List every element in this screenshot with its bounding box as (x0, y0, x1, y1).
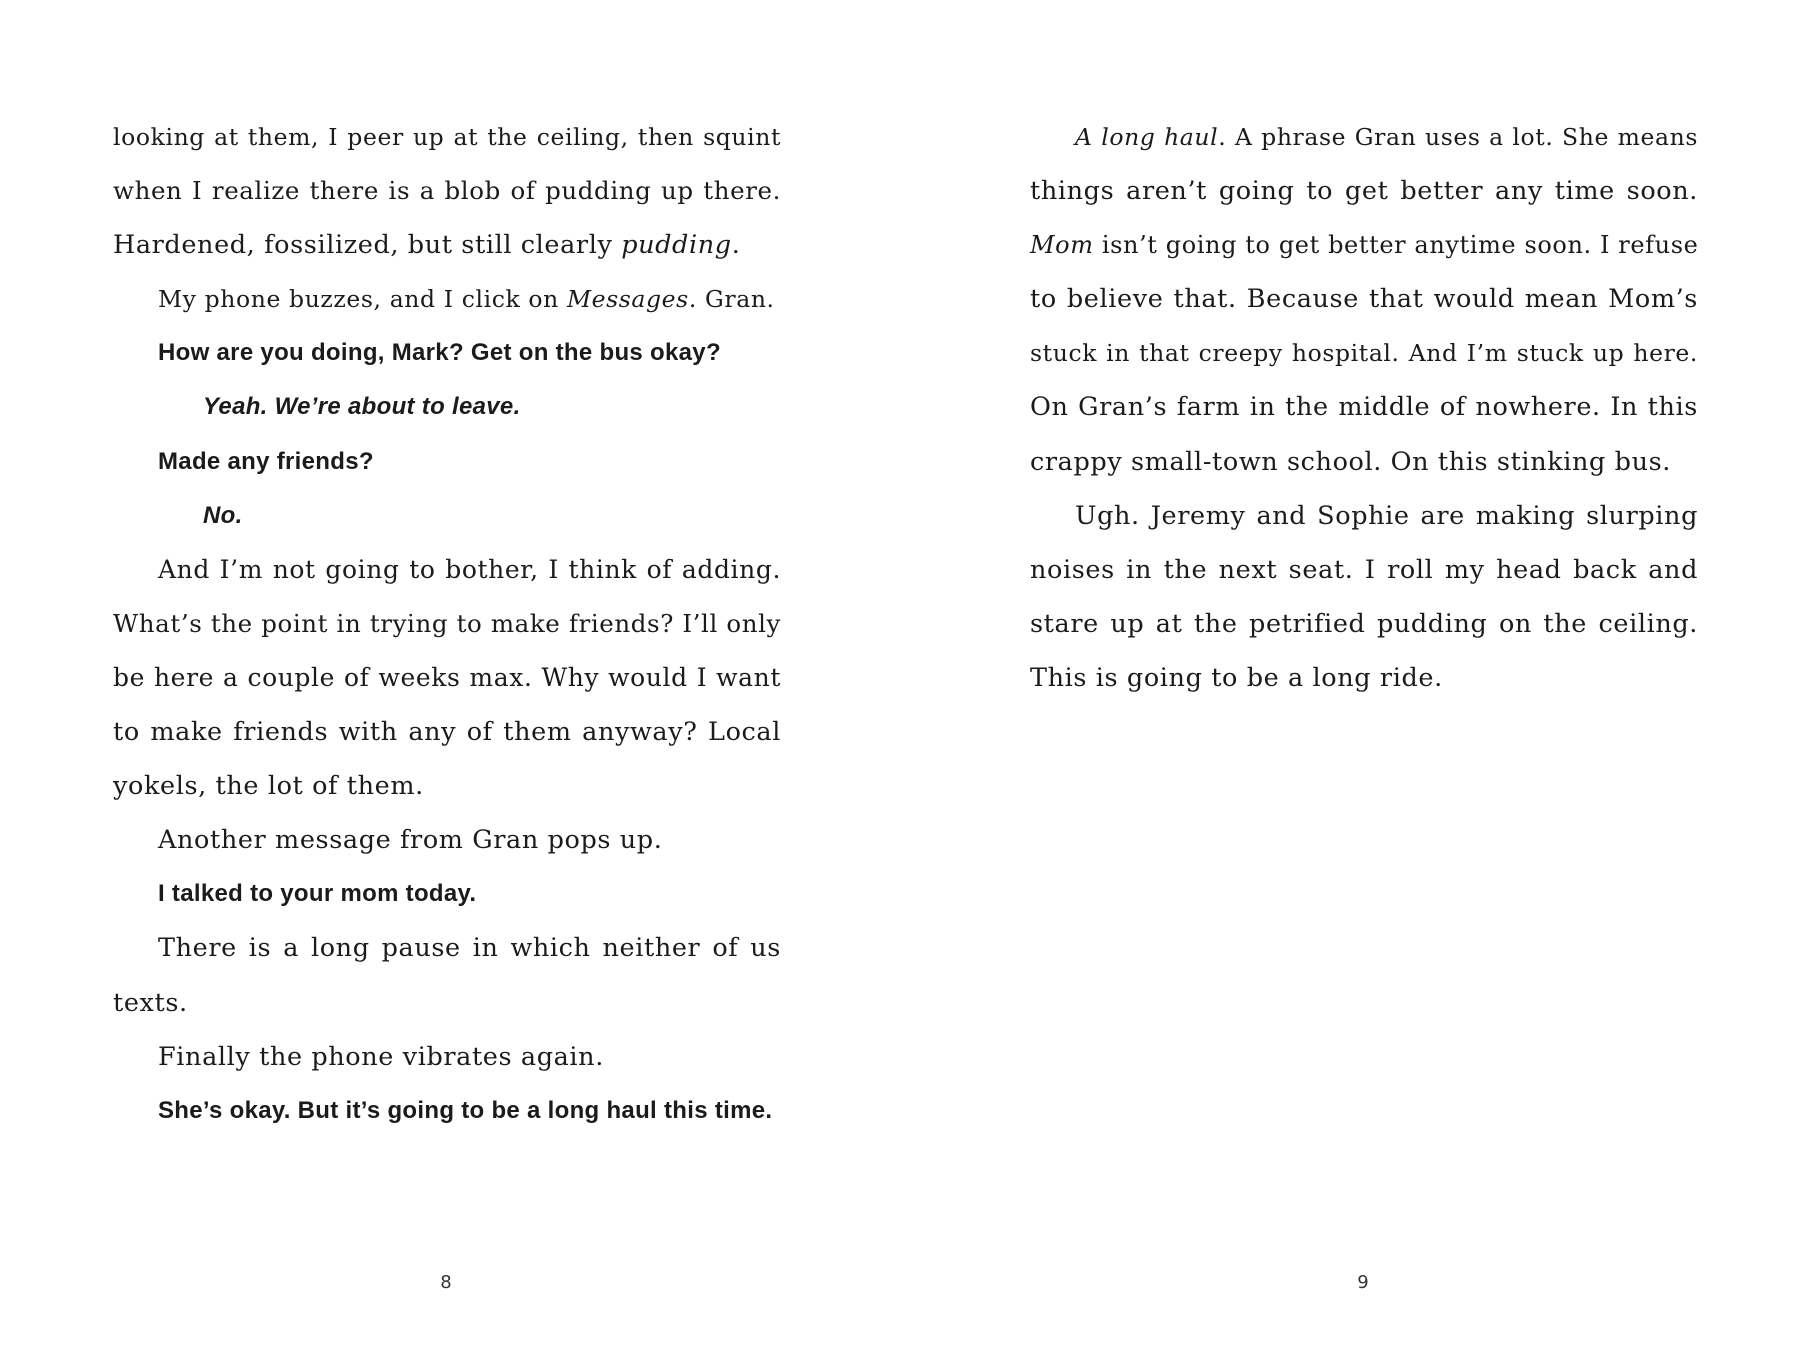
left-p2 (113, 285, 781, 343)
right-p1-line1 (1030, 123, 1698, 181)
right-p2-line3: stare up at the petrified pudding on the ceiling. (1030, 608, 1698, 639)
right-p2-line2: noises in the next seat. I roll my head back and (1030, 554, 1698, 585)
right-p2-line4: This is going to be a long ride. (1030, 662, 1443, 693)
pudding-emphasis: pudding (621, 230, 732, 261)
mark-reply-1: Yeah. We’re about to leave. (203, 393, 521, 421)
left-p1-line2: when I realize there is a blob of pudding up there. (113, 176, 781, 206)
right-p1-line5: stuck in that creepy hospital. And I’m stuck up here. (1030, 339, 1698, 368)
left-p1-line3-end: . (731, 230, 741, 261)
left-p2-end: . Gran. (688, 285, 775, 314)
left-p6: Finally the phone vibrates again. (158, 1041, 604, 1072)
gran-message-3: I talked to your mom today. (158, 880, 477, 908)
messages-emphasis: Messages (566, 285, 689, 314)
left-p1-line1: looking at them, I peer up at the ceiling, then squint (113, 123, 781, 151)
left-p3-line1: And I’m not going to bother, I think of adding. (158, 554, 781, 584)
long-haul-emphasis: A long haul (1075, 123, 1219, 151)
left-p3-line5: yokels, the lot of them. (113, 771, 424, 802)
right-p1-line3-text: isn’t going to get better anytime soon. I refuse (1093, 231, 1699, 260)
left-page (113, 123, 781, 1155)
left-p1-line3-text: Hardened, fossilized, but still clearly (113, 230, 622, 261)
right-p1-line3 (1030, 231, 1699, 289)
right-p1-line1-text: . A phrase Gran uses a lot. She means (1218, 123, 1698, 151)
right-page (1030, 123, 1699, 722)
right-p1-line2: things aren’t going to get better any time soon. (1030, 176, 1698, 207)
gran-message-1: How are you doing, Mark? Get on the bus okay? (158, 339, 721, 367)
gran-message-2: Made any friends? (158, 447, 374, 475)
left-p3-line2: What’s the point in trying to make friends? I’ll only (113, 608, 781, 638)
mark-reply-2: No. (203, 501, 243, 529)
left-p5-line2: texts. (113, 987, 188, 1018)
gran-message-4: She’s okay. But it’s going to be a long haul this time. (158, 1096, 773, 1124)
left-p3-line3: be here a couple of weeks max. Why would I want (113, 662, 781, 692)
mom-emphasis: Mom (1030, 231, 1094, 260)
right-p1-line6: On Gran’s farm in the middle of nowhere. In this (1030, 392, 1698, 423)
page-number-right: 9 (1357, 1272, 1369, 1293)
page-number-left: 8 (440, 1272, 452, 1293)
right-p2-line1: Ugh. Jeremy and Sophie are making slurping (1075, 500, 1698, 531)
right-p1-line4: to believe that. Because that would mean Mom’s (1030, 284, 1698, 315)
right-p1-line7: crappy small-town school. On this stinking bus. (1030, 446, 1672, 477)
left-p2-text: My phone buzzes, and I click on (158, 285, 567, 314)
left-p4: Another message from Gran pops up. (158, 825, 663, 856)
left-p1-line3 (113, 230, 781, 289)
left-p3-line4: to make friends with any of them anyway? Local (113, 717, 781, 748)
left-p5-line1: There is a long pause in which neither of us (158, 933, 781, 964)
